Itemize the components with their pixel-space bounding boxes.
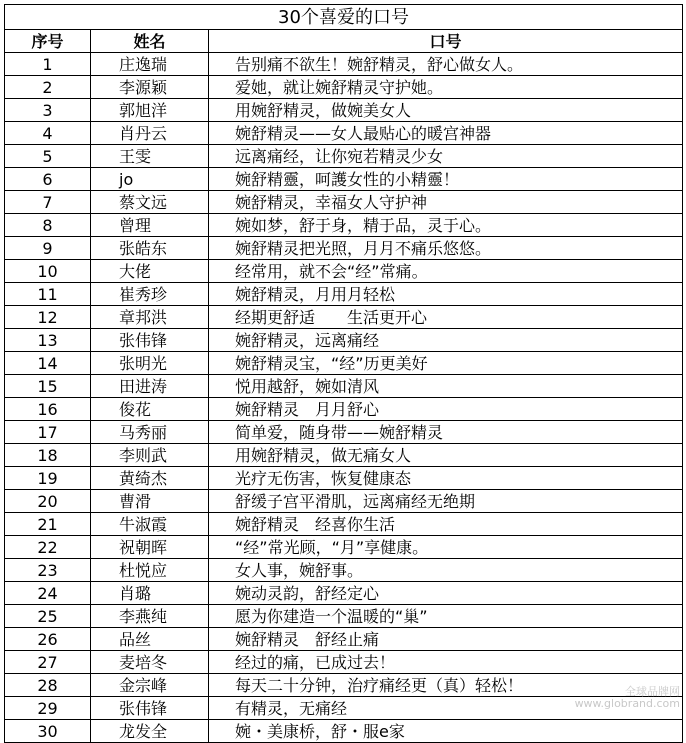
table-row — [5, 352, 683, 375]
row-slogan: 用婉舒精灵，做无痛女人 — [209, 444, 683, 467]
table-row — [5, 421, 683, 444]
row-slogan: 婉舒精灵，幸福女人守护神 — [209, 191, 683, 214]
table-row — [5, 122, 683, 145]
row-name: 杜悦应 — [91, 559, 209, 582]
table-row — [5, 720, 683, 743]
row-number: 6 — [5, 168, 91, 191]
row-slogan: 悦用越舒，婉如清风 — [209, 375, 683, 398]
header-row — [5, 30, 683, 53]
table-row — [5, 651, 683, 674]
row-name: 张伟锋 — [91, 329, 209, 352]
row-name: 金宗峰 — [91, 674, 209, 697]
row-name: 肖璐 — [91, 582, 209, 605]
row-number: 14 — [5, 352, 91, 375]
row-name: 龙发全 — [91, 720, 209, 743]
row-number: 9 — [5, 237, 91, 260]
row-number: 8 — [5, 214, 91, 237]
table-row — [5, 490, 683, 513]
table-row — [5, 628, 683, 651]
row-number: 1 — [5, 53, 91, 76]
table-row — [5, 283, 683, 306]
table-row — [5, 76, 683, 99]
table-row — [5, 398, 683, 421]
row-name: 黄绮杰 — [91, 467, 209, 490]
table-row — [5, 99, 683, 122]
row-slogan: 婉如梦，舒于身，精于品，灵于心。 — [209, 214, 683, 237]
table-row — [5, 260, 683, 283]
row-slogan: 经常用，就不会“经”常痛。 — [209, 260, 683, 283]
table-row — [5, 306, 683, 329]
table-row — [5, 582, 683, 605]
table-title: 30个喜爱的口号 — [5, 5, 683, 30]
row-number: 16 — [5, 398, 91, 421]
row-number: 26 — [5, 628, 91, 651]
row-name: 牛淑霞 — [91, 513, 209, 536]
row-slogan: 婉舒精灵 舒经止痛 — [209, 628, 683, 651]
row-name: 大佬 — [91, 260, 209, 283]
row-name: 庄逸瑞 — [91, 53, 209, 76]
row-name: 田进涛 — [91, 375, 209, 398]
header-slogan: 口号 — [209, 30, 683, 53]
row-number: 24 — [5, 582, 91, 605]
row-name: 李燕纯 — [91, 605, 209, 628]
row-name: jo — [91, 168, 209, 191]
table-row — [5, 237, 683, 260]
table-row — [5, 513, 683, 536]
table-row — [5, 605, 683, 628]
row-slogan: 婉舒精灵宝，“经”历更美好 — [209, 352, 683, 375]
row-number: 25 — [5, 605, 91, 628]
row-number: 30 — [5, 720, 91, 743]
row-slogan: 婉舒精灵，远离痛经 — [209, 329, 683, 352]
row-name: 郭旭洋 — [91, 99, 209, 122]
table-row — [5, 444, 683, 467]
header-no: 序号 — [5, 30, 91, 53]
row-name: 王雯 — [91, 145, 209, 168]
row-name: 曾理 — [91, 214, 209, 237]
table-body — [5, 53, 683, 743]
row-name: 曹滑 — [91, 490, 209, 513]
row-slogan: 婉舒精靈，呵護女性的小精靈！ — [209, 168, 683, 191]
row-number: 22 — [5, 536, 91, 559]
row-slogan: 用婉舒精灵，做婉美女人 — [209, 99, 683, 122]
slogan-table — [4, 4, 683, 743]
row-slogan: 经过的痛，已成过去！ — [209, 651, 683, 674]
table-row — [5, 191, 683, 214]
watermark-line1: 全球品牌网 — [625, 685, 680, 698]
row-number: 15 — [5, 375, 91, 398]
row-name: 品丝 — [91, 628, 209, 651]
table-row — [5, 329, 683, 352]
row-slogan: 舒缓子宫平滑肌，远离痛经无绝期 — [209, 490, 683, 513]
row-slogan: 婉动灵韵，舒经定心 — [209, 582, 683, 605]
row-number: 27 — [5, 651, 91, 674]
title-row — [5, 5, 683, 30]
row-name: 张明光 — [91, 352, 209, 375]
row-number: 2 — [5, 76, 91, 99]
row-number: 4 — [5, 122, 91, 145]
table-row — [5, 536, 683, 559]
row-name: 马秀丽 — [91, 421, 209, 444]
row-name: 俊花 — [91, 398, 209, 421]
row-slogan: 婉・美康桥，舒・服e家 — [209, 720, 683, 743]
row-name: 肖丹云 — [91, 122, 209, 145]
row-name: 蔡文远 — [91, 191, 209, 214]
row-name: 张伟锋 — [91, 697, 209, 720]
row-number: 29 — [5, 697, 91, 720]
table-row — [5, 559, 683, 582]
row-slogan: 远离痛经，让你宛若精灵少女 — [209, 145, 683, 168]
row-number: 17 — [5, 421, 91, 444]
row-name: 麦培冬 — [91, 651, 209, 674]
row-name: 祝朝晖 — [91, 536, 209, 559]
row-slogan: 经期更舒适 生活更开心 — [209, 306, 683, 329]
watermark-line2: www.globrand.com — [574, 697, 680, 710]
row-slogan: 爱她，就让婉舒精灵守护她。 — [209, 76, 683, 99]
row-number: 7 — [5, 191, 91, 214]
watermark — [575, 686, 680, 710]
row-name: 李则武 — [91, 444, 209, 467]
table-row — [5, 375, 683, 398]
row-slogan: 简单爱，随身带——婉舒精灵 — [209, 421, 683, 444]
row-number: 21 — [5, 513, 91, 536]
row-slogan: 女人事，婉舒事。 — [209, 559, 683, 582]
row-slogan: 光疗无伤害，恢复健康态 — [209, 467, 683, 490]
header-name: 姓名 — [91, 30, 209, 53]
row-slogan: 有精灵，无痛经 — [209, 697, 683, 720]
row-number: 3 — [5, 99, 91, 122]
table-row — [5, 168, 683, 191]
table-row — [5, 214, 683, 237]
row-number: 28 — [5, 674, 91, 697]
table-row — [5, 145, 683, 168]
row-slogan: 愿为你建造一个温暖的“巢” — [209, 605, 683, 628]
row-number: 18 — [5, 444, 91, 467]
row-slogan: “经”常光顾，“月”享健康。 — [209, 536, 683, 559]
row-number: 20 — [5, 490, 91, 513]
row-name: 章邦洪 — [91, 306, 209, 329]
row-slogan: 婉舒精灵，月用月轻松 — [209, 283, 683, 306]
row-slogan: 婉舒精灵把光照，月月不痛乐悠悠。 — [209, 237, 683, 260]
row-slogan: 婉舒精灵 经喜你生活 — [209, 513, 683, 536]
row-name: 张皓东 — [91, 237, 209, 260]
row-number: 11 — [5, 283, 91, 306]
row-number: 23 — [5, 559, 91, 582]
row-slogan: 每天二十分钟，治疗痛经更（真）轻松！ — [209, 674, 683, 697]
table-row — [5, 53, 683, 76]
row-slogan: 告别痛不欲生！婉舒精灵，舒心做女人。 — [209, 53, 683, 76]
row-number: 13 — [5, 329, 91, 352]
row-slogan: 婉舒精灵 月月舒心 — [209, 398, 683, 421]
row-slogan: 婉舒精灵——女人最贴心的暖宫神器 — [209, 122, 683, 145]
row-name: 李源颖 — [91, 76, 209, 99]
row-number: 5 — [5, 145, 91, 168]
table-row — [5, 467, 683, 490]
row-number: 19 — [5, 467, 91, 490]
row-number: 12 — [5, 306, 91, 329]
row-number: 10 — [5, 260, 91, 283]
row-name: 崔秀珍 — [91, 283, 209, 306]
